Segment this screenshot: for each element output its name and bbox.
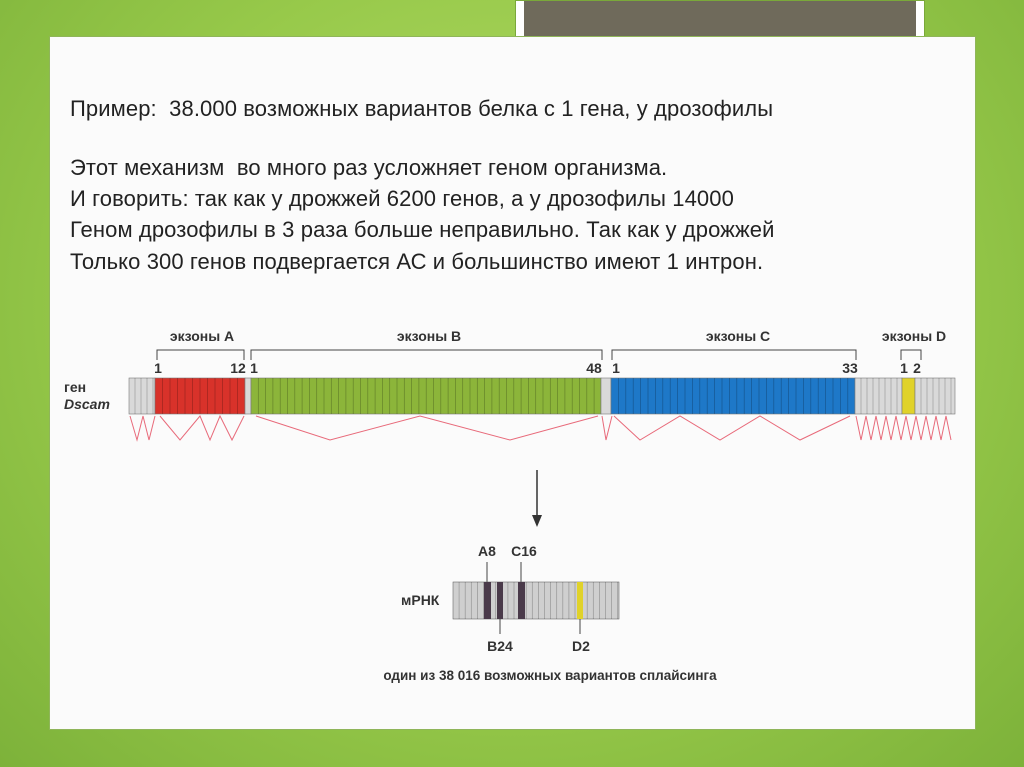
text-line-3: И говорить: так как у дрожжей 6200 генов, а у дрозофилы 14000: [70, 186, 734, 211]
exon-d2-label: D2: [572, 638, 590, 654]
gene-label: ген: [64, 379, 87, 395]
group-c-label: экзоны С: [705, 328, 771, 344]
exon-a8-label: A8: [478, 543, 496, 559]
group-c-start-num: 1: [612, 360, 620, 376]
group-d-label: экзоны D: [881, 328, 947, 344]
text-line-5: Только 300 генов подвергается АС и большинство имеют 1 интрон.: [70, 249, 764, 274]
splice-line: [602, 416, 612, 440]
intron-segment: [129, 378, 155, 414]
group-b-end-num: 48: [586, 360, 602, 376]
text-line-1: Пример: 38.000 возможных вариантов белка с 1 гена, у дрозофилы: [70, 96, 774, 121]
group-c-end-num: 33: [842, 360, 858, 376]
splice-line: [256, 416, 598, 440]
bracket-c: [612, 350, 856, 360]
exon-b24-band: [497, 582, 503, 619]
text-line-4: Геном дрозофилы в 3 раза больше неправильно. Так как у дрожжей: [70, 217, 775, 242]
gene-bar: [129, 378, 955, 414]
mrna-label: мРНК: [401, 592, 440, 608]
exon-group-d: [902, 378, 915, 414]
exon-a8-band: [484, 582, 491, 619]
exon-c16-label: C16: [511, 543, 537, 559]
mrna-bar: [453, 582, 619, 619]
intron-segment: [601, 378, 611, 414]
exon-b24-label: B24: [487, 638, 513, 654]
exon-c16-band: [518, 582, 525, 619]
bracket-b: [251, 350, 602, 360]
splice-lines: [130, 416, 951, 440]
splice-line: [856, 416, 951, 440]
bracket-d: [901, 350, 921, 360]
text-line-2: Этот механизм во много раз усложняет геном организма.: [70, 155, 668, 180]
group-a-label: экзоны А: [169, 328, 235, 344]
intron-segment: [245, 378, 251, 414]
diagram-caption: один из 38 016 возможных вариантов сплайсинга: [383, 668, 717, 683]
group-d-end-num: 2: [913, 360, 921, 376]
splice-line: [130, 416, 155, 440]
group-a-start-num: 1: [154, 360, 162, 376]
arrow-head: [532, 515, 542, 527]
exon-d2-band: [577, 582, 583, 619]
bracket-a: [157, 350, 244, 360]
splice-line: [614, 416, 850, 440]
group-b-label: экзоны В: [396, 328, 462, 344]
group-d-start-num: 1: [900, 360, 908, 376]
group-b-start-num: 1: [250, 360, 258, 376]
group-a-end-num: 12: [230, 360, 246, 376]
splice-line: [160, 416, 244, 440]
gene-name-label: Dscam: [64, 396, 110, 412]
intron-segment: [855, 378, 902, 414]
mrna-body: [453, 582, 619, 619]
